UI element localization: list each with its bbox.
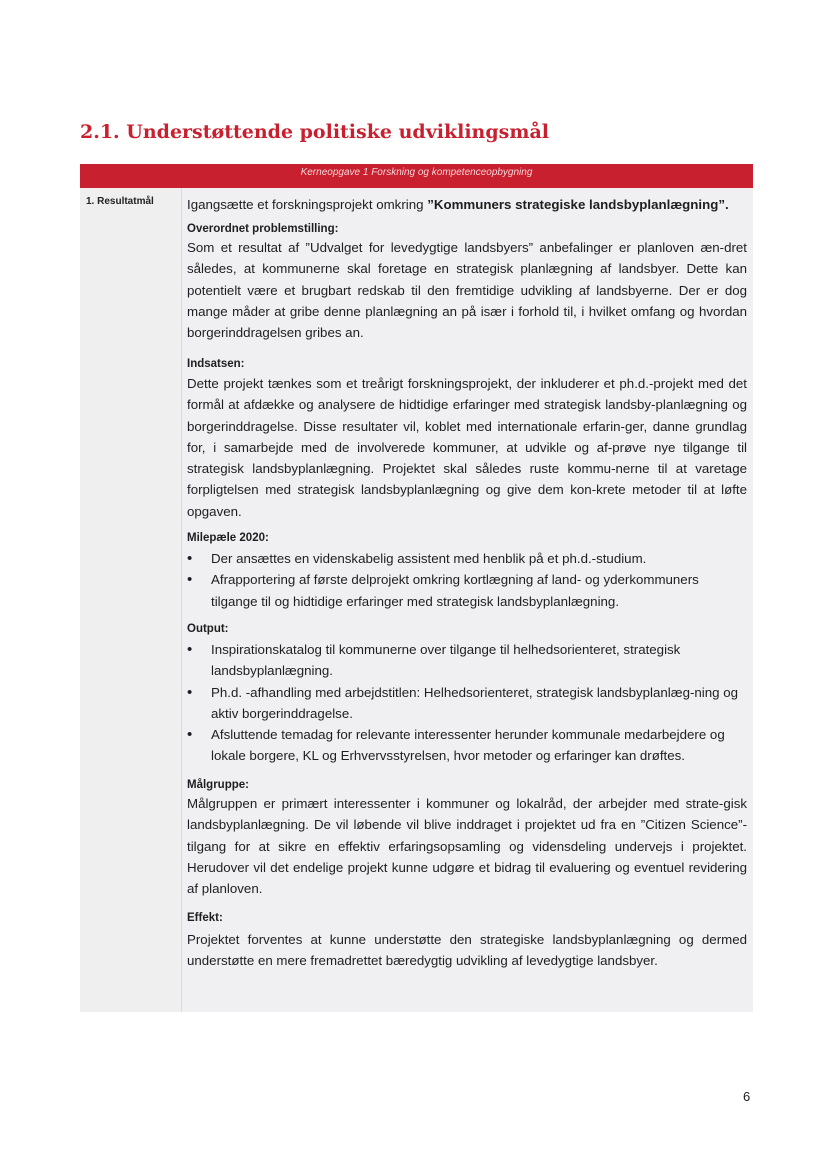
row-label: 1. Resultatmål	[86, 196, 154, 207]
problem-title: Overordnet problemstilling:	[187, 223, 339, 235]
output-list	[187, 639, 747, 767]
output-item: • Inspirationskatalog til kommunerne over tilgange til helhedsorienteret, strategisk landsbyplanlægning.	[187, 639, 747, 682]
milestone-item: • Der ansættes en videnskabelig assistent med henblik på et ph.d.-studium.	[187, 548, 747, 569]
effect-text: Projektet forventes at kunne understøtte den strategiske landsbyplanlægning og dermed understøtte en mere fremadrettet bæredygtig udvikling af levedygtige landsbyer.	[187, 932, 747, 969]
problem-text: Som et resultat af ”Udvalget for levedygtige landsbyers” anbefalinger er planloven æn-dret således, at kommunerne skal foretage en strategisk planlægning af landsbyer. Dette kan potentielt være et brugbart redskab til den fremtidige udvikling af landsbyerne. Der er dog mange måder at gribe denne planlægning an på især i forhold til, i hvilket omfang og hvordan borgerinddragelsen gribes an.	[187, 240, 747, 341]
page-number: 6	[743, 1089, 751, 1104]
section-heading: 2.1. Understøttende politiske udviklingsmål	[80, 121, 549, 143]
row-label-cell	[80, 188, 182, 1012]
project-title: ”Kommuners strategiske landsbyplanlægning”.	[427, 197, 729, 212]
goals-table	[80, 164, 753, 1012]
target-group-text: Målgruppen er primært interessenter i kommuner og lokalråd, der arbejder med strate-gisk landsbyplanlægning. De vil løbende vil blive inddraget i projektet ud fra en ”Citizen Science”-tilgang for at sikre en effektiv erfaringsopsamling og vidensdeling undervejs i projektet. Herudover vil det endelige projekt kunne udgøre et bidrag til evaluering og eventuel revidering af planloven.	[187, 796, 747, 897]
table-banner: Kerneopgave 1 Forskning og kompetenceopbygning	[80, 164, 753, 188]
effect-title: Effekt:	[187, 912, 223, 924]
target-group-title: Målgruppe:	[187, 779, 249, 791]
output-item: • Afsluttende temadag for relevante interessenter herunder kommunale medarbejdere og lokale borgere, KL og Erhvervsstyrelsen, hvor metoder og erfaringer kan drøftes.	[187, 724, 747, 767]
output-item: • Ph.d. -afhandling med arbejdstitlen: Helhedsorienteret, strategisk landsbyplanlæg-ning og aktiv borgerinddragelse.	[187, 682, 747, 725]
milestones-list	[187, 548, 747, 612]
indsats-text: Dette projekt tænkes som et treårigt forskningsprojekt, der inkluderer et ph.d.-projekt med det formål at afdække og analysere de hidtidige erfaringer med strategisk landsby-planlægning og borgerinddragelse. Disse resultater vil, koblet med internationale erfarin-ger, danne grundlag for, i samarbejde med de involverede kommuner, at udvikle og af-prøve nye tilgange til strategisk landsbyplanlægning. Projektet skal således ruste kommu-nerne til at varetage forpligtelsen med strategisk landsbyplanlægning og give dem kon-krete metoder til at løfte opgaven.	[187, 376, 747, 519]
milestone-item: • Afrapportering af første delprojekt omkring kortlægning af land- og yderkommuners tilgange til og hidtidige erfaringer med strategisk landsbyplanlægning.	[187, 569, 747, 612]
indsats-title: Indsatsen:	[187, 358, 245, 370]
intro-prefix: Igangsætte et forskningsprojekt omkring	[187, 197, 428, 212]
output-title: Output:	[187, 623, 229, 635]
intro-text	[187, 194, 729, 216]
milestones-title: Milepæle 2020:	[187, 532, 269, 544]
